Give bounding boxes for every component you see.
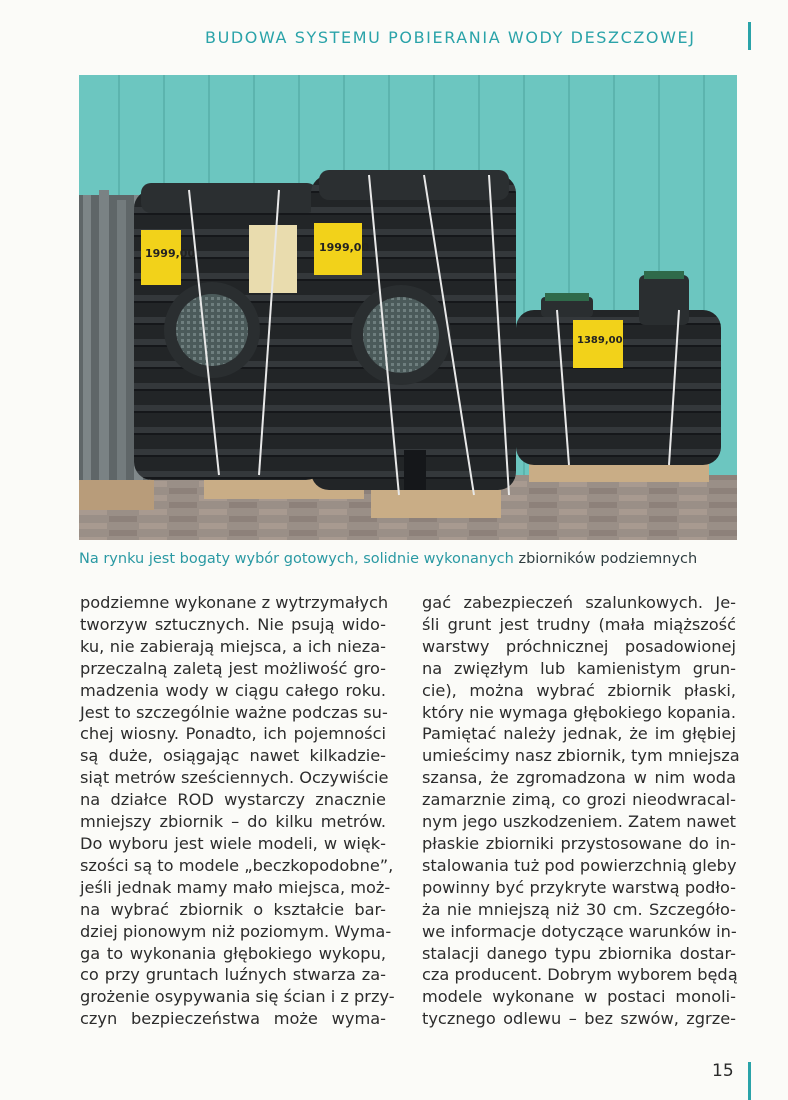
text-line: co przy gruntach luźnych stwarza za- <box>80 965 386 985</box>
text-line: umieścimy nasz zbiornik, tym mniejsza <box>422 746 740 766</box>
page-number: 15 <box>712 1061 734 1081</box>
caption-teal: Na rynku jest bogaty wybór gotowych, solidnie wykonanych <box>79 551 514 567</box>
text-line: stalacji danego typu zbiornika dostar- <box>422 943 736 963</box>
text-line: nym jego uszkodzeniem. Zatem nawet <box>422 812 736 832</box>
text-line: płaskie zbiorniki przystosowane do in- <box>422 833 736 853</box>
caption-dark: zbiorników podziemnych <box>518 551 698 567</box>
price-right: 1389,00 <box>577 335 623 346</box>
text-column-right <box>422 592 740 1030</box>
price-middle: 1999,00 <box>319 241 370 254</box>
text-line: ża nie mniejszą niż 30 cm. Szczegóło- <box>422 899 736 919</box>
text-line: modele wykonane w postaci monoli- <box>422 987 736 1007</box>
text-line: zamarznie zimą, co grozi nieodwracal- <box>422 790 736 810</box>
text-line: są duże, osiągając nawet kilkadzie- <box>80 746 386 766</box>
tank-middle <box>311 170 516 495</box>
text-line: podziemne wykonane z wytrzymałych <box>80 593 389 612</box>
text-line: grożenie osypywania się ścian i z przy- <box>80 987 395 1007</box>
text-line: ku, nie zabierają miejsca, a ich nieza- <box>80 636 386 656</box>
text-line: stalowania tuż pod powierzchnią gleby <box>422 855 737 875</box>
text-line: cie), można wybrać zbiornik płaski, <box>422 680 736 700</box>
price-left: 1999,00 <box>145 247 196 260</box>
text-line: we informacje dotyczące warunków in- <box>422 921 737 941</box>
text-line: przeczalną zaletą jest możliwość gro- <box>80 658 386 678</box>
text-line: Jest to szczególnie ważne podczas su- <box>80 702 388 722</box>
text-line: śli grunt jest trudny (mała miąższość <box>422 614 736 634</box>
text-line: warstwy próchnicznej posadowionej <box>422 636 736 656</box>
text-line: dziej pionowym niż poziomym. Wyma- <box>80 921 392 941</box>
text-line: Pamiętać należy jednak, że im głębiej <box>422 724 736 744</box>
text-line: na działce ROD wystarczy znacznie <box>80 790 386 810</box>
text-line: ga to wykonania głębokiego wykopu, <box>80 943 386 963</box>
text-line: szansa, że zgromadzona w nim woda <box>422 768 736 788</box>
photo-rainwater-tanks <box>79 75 737 540</box>
header-accent-bar <box>748 22 751 50</box>
photo-caption <box>79 551 739 567</box>
text-line: szości są to modele „beczkopodobne”, <box>80 855 394 875</box>
text-column-left <box>80 592 395 1030</box>
text-line: na zwięzłym lub kamienistym grun- <box>422 658 736 678</box>
text-line: siąt metrów sześciennych. Oczywiście <box>80 768 389 788</box>
text-line: jeśli jednak mamy mało miejsca, moż- <box>80 877 391 897</box>
text-line: czyn bezpieczeństwa może wyma- <box>80 1009 386 1029</box>
text-line: powinny być przykryte warstwą podło- <box>422 877 736 897</box>
text-line: tworzyw sztucznych. Nie psują wido- <box>80 614 386 634</box>
text-line: Do wyboru jest wiele modeli, w więk- <box>80 833 386 853</box>
text-line: chej wiosny. Ponadto, ich pojemności <box>80 724 386 744</box>
text-line: gać zabezpieczeń szalunkowych. Je- <box>422 593 736 612</box>
pallet-middle <box>371 490 501 518</box>
tank-left <box>134 183 324 480</box>
running-head: BUDOWA SYSTEMU POBIERANIA WODY DESZCZOWEJ <box>205 28 696 47</box>
footer-accent-bar <box>748 1062 751 1100</box>
text-line: który nie wymaga głębokiego kopania. <box>422 702 736 722</box>
text-line: madzenia wody w ciągu całego roku. <box>80 680 386 700</box>
text-line: tycznego odlewu – bez szwów, zgrze- <box>422 1009 736 1029</box>
text-line: mniejszy zbiornik – do kilku metrów. <box>80 812 386 832</box>
text-line: na wybrać zbiornik o kształcie bar- <box>80 899 386 919</box>
text-line: cza producent. Dobrym wyborem będą <box>422 965 738 985</box>
